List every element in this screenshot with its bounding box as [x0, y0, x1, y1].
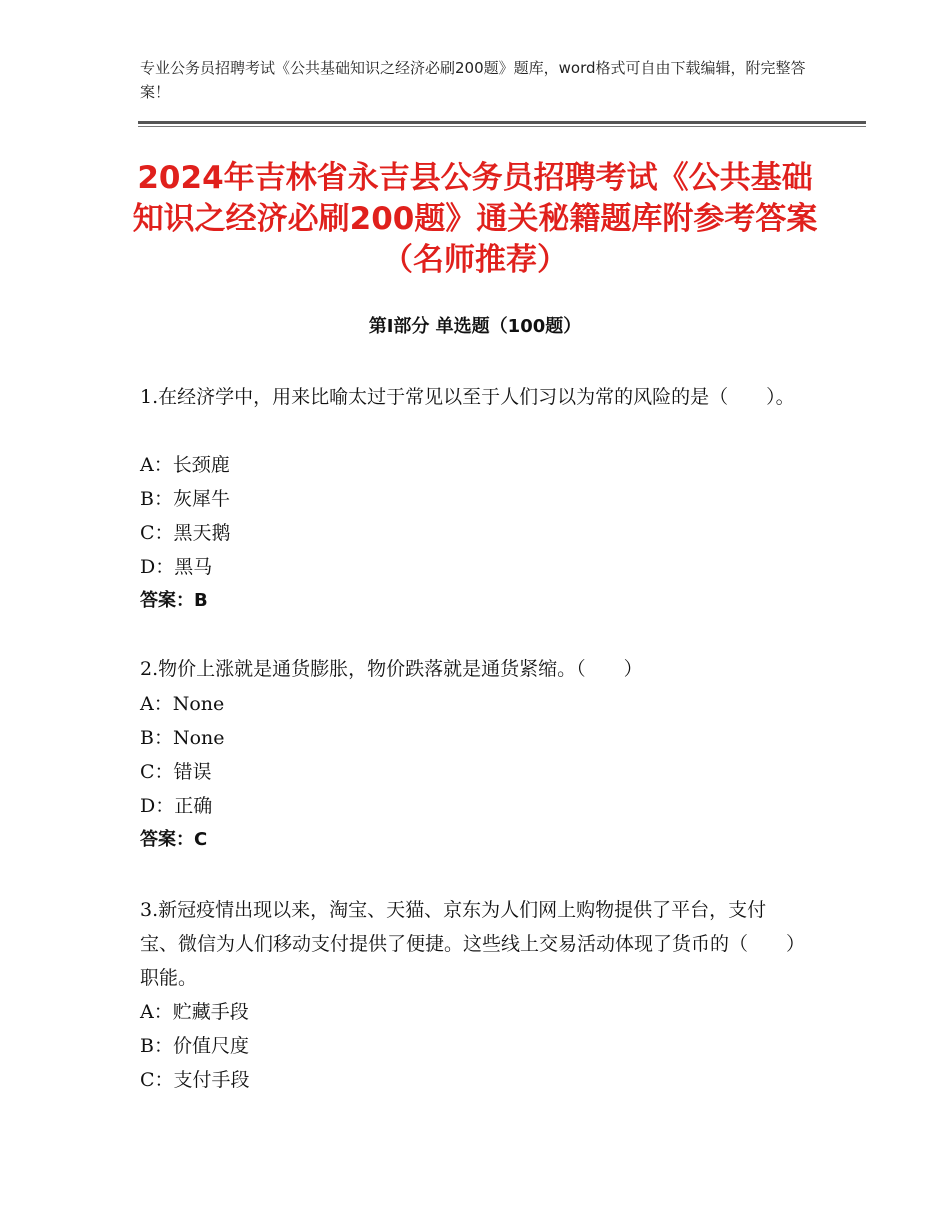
- question-1-answer: 答案：B: [140, 590, 208, 611]
- header-note: 专业公务员招聘考试《公共基础知识之经济必刷200题》题库，word格式可自由下载编辑，附完整答案！: [140, 59, 806, 101]
- section-heading: 第Ⅰ部分 单选题（100题）: [368, 316, 582, 337]
- question-3-option-a: A：贮藏手段: [140, 1001, 249, 1023]
- question-1-option-d: D：黑马: [140, 556, 213, 578]
- question-3-stem: 3.新冠疫情出现以来，淘宝、天猫、京东为人们网上购物提供了平台，支付宝、微信为人们移动支付提供了便捷。这些线上交易活动体现了货币的（ ）职能。: [140, 899, 796, 989]
- question-1-option-c: C：黑天鹅: [140, 522, 231, 544]
- question-1-option-a: A：长颈鹿: [140, 454, 230, 476]
- document-title: 2024年吉林省永吉县公务员招聘考试《公共基础知识之经济必刷200题》通关秘籍题库附参考答案（名师推荐）: [132, 160, 818, 278]
- header-divider-thick: [138, 121, 866, 124]
- question-2-option-b: B：None: [140, 727, 225, 749]
- question-2-stem: 2.物价上涨就是通货膨胀，物价跌落就是通货紧缩。（ ）: [140, 658, 643, 680]
- question-1-stem: 1.在经济学中，用来比喻太过于常见以至于人们习以为常的风险的是（ ）。: [140, 386, 795, 408]
- question-2-option-d: D：正确: [140, 795, 213, 817]
- question-2-option-a: A：None: [140, 693, 225, 715]
- question-2-option-c: C：错误: [140, 761, 212, 783]
- question-1-option-b: B：灰犀牛: [140, 488, 230, 510]
- question-3-option-c: C：支付手段: [140, 1069, 250, 1091]
- header-divider-thin: [138, 126, 866, 127]
- question-2-answer: 答案：C: [140, 829, 208, 850]
- question-3-option-b: B：价值尺度: [140, 1035, 249, 1057]
